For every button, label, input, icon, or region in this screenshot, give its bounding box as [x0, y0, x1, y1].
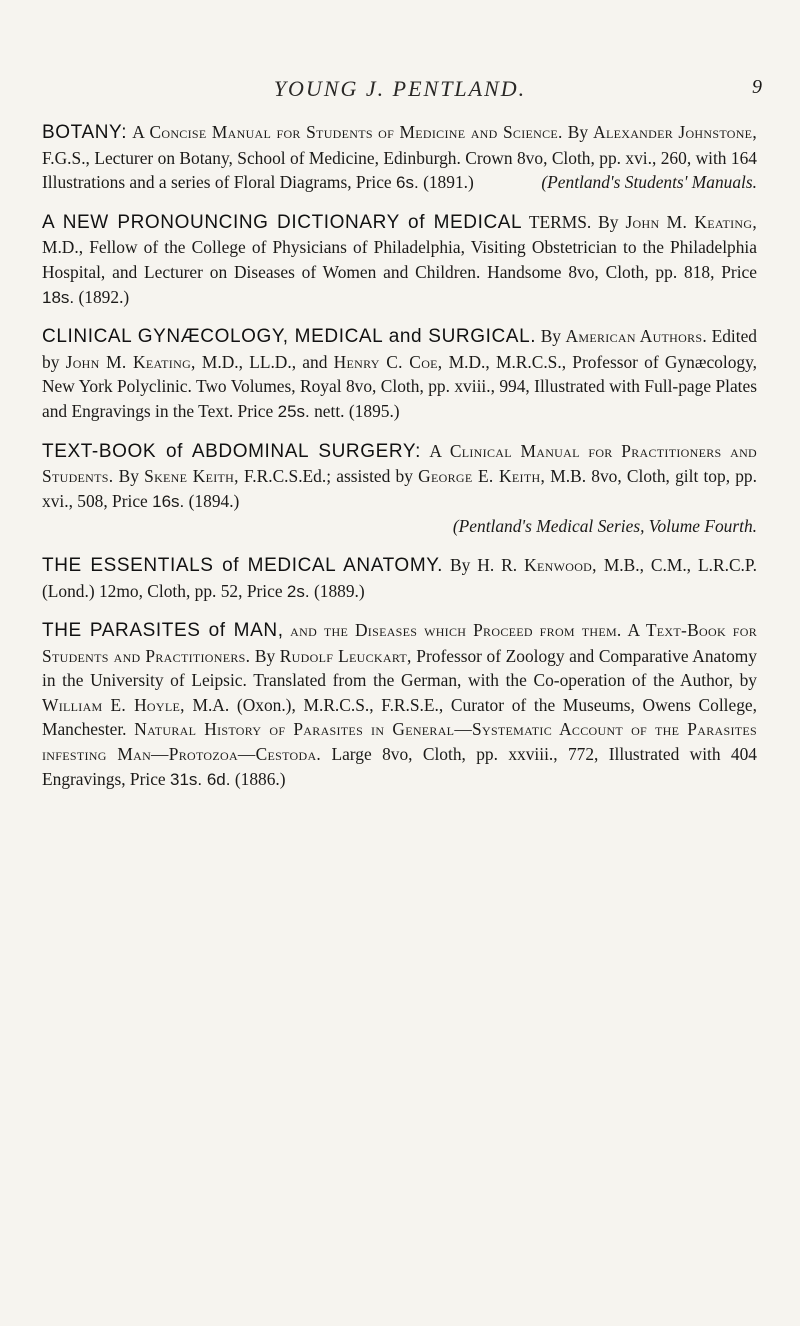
- entry-title: A NEW PRONOUNCING DICTIONARY of MEDICAL: [42, 211, 523, 233]
- entry-title: CLINICAL GYNÆCOLOGY, MEDICAL and SURGICAL.: [42, 326, 537, 348]
- entry-series: (Pentland's Students' Manuals.: [541, 172, 757, 193]
- entry-year: (1894.): [188, 490, 240, 511]
- entry-author: Alexander Johnstone,: [593, 122, 757, 142]
- entry-author: Rudolf Leuckart,: [279, 645, 412, 666]
- entry-year: (1892.): [78, 286, 130, 307]
- entry-title: TEXT-BOOK of ABDOMINAL SURGERY:: [42, 440, 421, 462]
- entry-description: F.G.S., Lecturer on Botany, School of Medicine, Edinburgh. Crown 8vo, Cloth, pp. xvi., 260, with 164 Illustrations and a series of Floral Diagrams, Price: [42, 147, 757, 193]
- entry-authors: American Authors.: [565, 326, 708, 347]
- entry-title: THE ESSENTIALS of MEDICAL ANATOMY.: [42, 554, 443, 576]
- entry-title: THE PARASITES of MAN,: [42, 620, 284, 642]
- entry-clinical-gynaecology: CLINICAL GYNÆCOLOGY, MEDICAL and SURGICAL. By American Authors. Edited by John M. Keating, M.D., LL.D., and Henry C. Coe, M.D., M.R.C.S., Professor of Gynæcology, New York Polyclinic. Two Volumes, Royal 8vo, Cloth, pp. xviii., 994, Illustrated with Full-page Plates and Engravings in the Text. Price 25s. nett. (1895.): [42, 326, 758, 421]
- running-title: YOUNG J. PENTLAND.: [273, 76, 527, 101]
- entry-parasites-of-man: THE PARASITES of MAN, and the Diseases which Proceed from them. A Text-Book for Students and Practitioners. By Rudolf Leuckart, Professor of Zoology and Comparative Anatomy in the University of Leipsic. Translated from the German, with the Co-operation of the Author, by William E. Hoyle, M.A. (Oxon.), M.R.C.S., F.R.S.E., Curator of the Museums, Owens College, Manchester. Natural History of Parasites in General—Systematic Account of the Parasites infesting Man—Protozoa—Cestoda. Large 8vo, Cloth, pp. xxviii., 772, Illustrated with 404 Engravings, Price 31s. 6d. (1886.): [42, 620, 758, 789]
- page-number: 9: [752, 76, 762, 98]
- entry-price: 16s.: [152, 491, 185, 511]
- entry-description: M.B. 8vo, Cloth, gilt top, pp. xvi., 508, Price: [42, 466, 757, 511]
- entry-author: Skene Keith,: [144, 466, 239, 487]
- entry-year: (1889.): [313, 580, 365, 601]
- entry-editor: John M. Keating,: [65, 351, 196, 372]
- entry-description: Large 8vo, Cloth, pp. xxviii., 772, Illustrated with 404 Engravings, Price: [42, 744, 757, 789]
- entry-editor: Henry C. Coe,: [333, 351, 443, 372]
- entry-description: M.A. (Oxon.), M.R.C.S., F.R.S.E., Curator of the Museums, Owens College, Manchester.: [42, 694, 757, 740]
- entry-price: 25s.: [277, 401, 310, 421]
- entry-year: nett. (1895.): [314, 400, 400, 421]
- entry-botany: BOTANY: A Concise Manual for Students of Medicine and Science. By Alexander Johnstone, F.G.S., Lecturer on Botany, School of Medicine, Edinburgh. Crown 8vo, Cloth, pp. xvi., 260, with 164 Illustrations and a series of Floral Diagrams, Price 6s. (1891.) (Pentland's Students' Manuals.: [42, 120, 757, 196]
- catalogue-listing: [42, 120, 757, 792]
- entry-description: M.D., Fellow of the College of Physicians of Philadelphia, Visiting Obstetrician to the Philadelphia Hospital, and Lecturer on Diseases of Women and Children. Handsome 8vo, Cloth, pp. 818, Price: [42, 237, 757, 282]
- entry-medical-anatomy: THE ESSENTIALS of MEDICAL ANATOMY. By H. R. Kenwood, M.B., C.M., L.R.C.P. (Lond.) 12mo, Cloth, pp. 52, Price 2s. (1889.): [42, 554, 757, 601]
- entry-description: M.B., C.M., L.R.C.P. (Lond.) 12mo, Cloth, pp. 52, Price: [42, 554, 757, 601]
- entry-price: 18s.: [42, 287, 75, 307]
- entry-translator: William E. Hoyle,: [42, 694, 185, 715]
- entry-author: Kenwood,: [524, 554, 597, 575]
- entry-price: 6s.: [396, 173, 419, 193]
- entry-price: 2s.: [286, 581, 310, 601]
- entry-subtitle: and the Diseases which Proceed from them. A Text-Book for Students and Practitioners.: [42, 620, 757, 666]
- entry-author: George E. Keith,: [418, 466, 546, 487]
- entry-year: (1891.): [423, 172, 474, 193]
- entry-description: M.D., M.R.C.S., Professor of Gynæcology, New York Polyclinic. Two Volumes, Royal 8vo, Cloth, pp. xviii., 994, Illustrated with Full-page Plates and Engravings in the Text. Price: [42, 351, 757, 421]
- entry-contents: Natural History of Parasites in General—Systematic Account of the Parasites infesting Man—Protozoa—Cestoda.: [42, 719, 757, 765]
- entry-description: Professor of Zoology and Comparative Anatomy in the University of Leipsic. Translated from the German, with the Co-operation of the Author, by: [42, 645, 758, 691]
- entry-price: 31s. 6d.: [170, 769, 231, 789]
- page-header: [0, 76, 800, 106]
- entry-abdominal-surgery: TEXT-BOOK of ABDOMINAL SURGERY: A Clinical Manual for Practitioners and Students. By Skene Keith, F.R.C.S.Ed.; assisted by George E. Keith, M.B. 8vo, Cloth, gilt top, pp. xvi., 508, Price 16s. (1894.) (Pentland's Medical Series, Volume Fourth.: [42, 439, 757, 539]
- entry-subtitle: A Clinical Manual for Practitioners and Students.: [42, 440, 758, 487]
- entry-pronouncing-dictionary: A NEW PRONOUNCING DICTIONARY of MEDICAL TERMS. By John M. Keating, M.D., Fellow of the College of Physicians of Philadelphia, Visiting Obstetrician to the Philadelphia Hospital, and Lecturer on Diseases of Women and Children. Handsome 8vo, Cloth, pp. 818, Price 18s. (1892.): [42, 211, 757, 307]
- entry-year: (1886.): [234, 768, 286, 789]
- entry-title: BOTANY:: [42, 122, 128, 143]
- entry-subtitle: A Concise Manual for Students of Medicine and Science.: [132, 122, 563, 142]
- entry-author: John M. Keating,: [625, 211, 757, 232]
- entry-series: (Pentland's Medical Series, Volume Fourth.: [452, 516, 757, 537]
